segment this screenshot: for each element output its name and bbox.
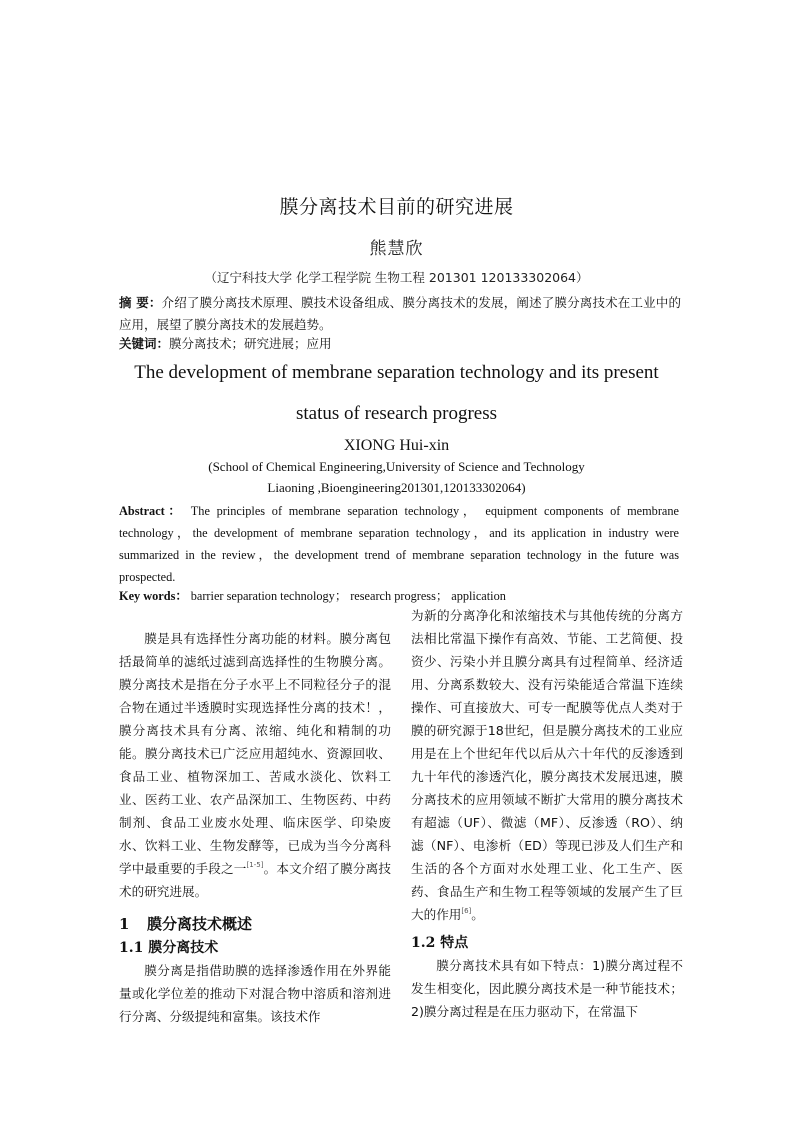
citation-6[interactable]: [6] xyxy=(461,907,472,915)
chinese-title: 膜分离技术目前的研究进展 xyxy=(279,196,514,218)
chinese-keywords xyxy=(119,335,332,353)
citation-1-5[interactable]: [1-5] xyxy=(246,861,264,869)
english-keywords-label: Key words： xyxy=(119,589,188,603)
english-affiliation-line-1: (School of Chemical Engineering,University of Science and Technology xyxy=(208,459,585,474)
intro-paragraph xyxy=(119,627,391,903)
english-title-line-2: status of research progress xyxy=(295,403,497,424)
section-1-1-paragraph: 膜分离是指借助膜的选择渗透作用在外界能量或化学位差的推动下对混合物中溶质和溶剂进行分离、分级提纯和富集。该技术作 xyxy=(119,963,391,1024)
english-title-line-1: The development of membrane separation technology and its present xyxy=(134,362,659,383)
chinese-keywords-label: 关键词： xyxy=(119,336,170,351)
english-affiliation-line-2: Liaoning ,Bioengineering201301,120133302064) xyxy=(267,480,526,495)
chinese-abstract-label: 摘 要： xyxy=(119,295,162,310)
english-abstract-label: Abstract： xyxy=(119,504,185,518)
intro-text: 膜是具有选择性分离功能的材料。膜分离包括最简单的滤纸过滤到高选择性的生物膜分离。膜分离技术是指在分子水平上不同粒径分子的混合物在通过半透膜时实现选择性分离的技术！，膜分离技术具有分离、浓缩、纯化和精制的功能。膜分离技术已广泛应用超纯水、资源回收、食品工业、植物深加工、苦咸水淡化、饮料工业、医药工业、农产品深加工、生物医药、中药制剂、食品工业废水处理、临床医学、印染废水、饮料工业、生物发酵等，已成为当今分离科学中最重要的手段之一 xyxy=(119,631,391,876)
continued-paragraph xyxy=(411,604,683,926)
body-left-column xyxy=(119,627,391,1028)
chinese-abstract-text: 介绍了膜分离技术原理、膜技术设备组成、膜分离技术的发展，阐述了膜分离技术在工业中的应用，展望了膜分离技术的发展趋势。 xyxy=(119,295,681,332)
section-1-1-heading: 1.1 膜分离技术 xyxy=(119,940,219,956)
english-keywords xyxy=(119,586,506,604)
section-1-2-heading: 1.2 特点 xyxy=(411,935,469,951)
continued-text: 为新的分离净化和浓缩技术与其他传统的分离方法相比常温下操作有高效、节能、工艺简便、投资少、污染小并且膜分离具有过程简单、经济适用、分离系数较大、没有污染能适合常温下连续操作、可直接放大、可专一配膜等优点人类对于膜的研究源于18世纪，但是膜分离技术的工业应用是在上个世纪年代以后从六十年代的反渗透到九十年代的渗透汽化，膜分离技术发展迅速，膜分离技术的应用领域不断扩大常用的膜分离技术有超滤（UF）、微滤（MF）、反渗透（RO）、纳滤（NF）、电渗析（ED）等现已涉及人们生产和生活的各个方面对水处理工业、化工生产、医药、食品生产和生物工程等领域的发展产生了巨大的作用 xyxy=(411,608,683,922)
english-author: XIONG Hui-xin xyxy=(343,437,450,454)
section-1-title: 膜分离技术概述 xyxy=(147,915,253,933)
english-abstract-text: The principles of membrane separation technology， equipment components of membrane technology，the development of membrane separation technology，and its application in industry were summarized in the review，the development trend of membrane separation technology in the future was prospected. xyxy=(119,504,679,584)
chinese-affiliation: （辽宁科技大学 化学工程学院 生物工程 201301 120133302064） xyxy=(204,270,589,285)
chinese-author: 熊慧欣 xyxy=(369,239,424,259)
section-1-heading xyxy=(119,911,391,937)
section-1-2-paragraph: 膜分离技术具有如下特点：1)膜分离过程不发生相变化，因此膜分离技术是一种节能技术；2)膜分离过程是在压力驱动下，在常温下 xyxy=(411,958,683,1019)
chinese-abstract xyxy=(119,292,681,336)
body-right-column xyxy=(411,604,683,1023)
english-abstract xyxy=(119,500,679,588)
english-keywords-text: barrier separation technology； research progress； application xyxy=(187,589,506,603)
section-1-number: 1 xyxy=(119,915,130,933)
continued-text-end: 。 xyxy=(471,907,484,922)
intro-text-end: 。本文介绍了膜分离技术的研究进展。 xyxy=(119,861,392,899)
chinese-keywords-text: 膜分离技术；研究进展；应用 xyxy=(169,336,332,351)
